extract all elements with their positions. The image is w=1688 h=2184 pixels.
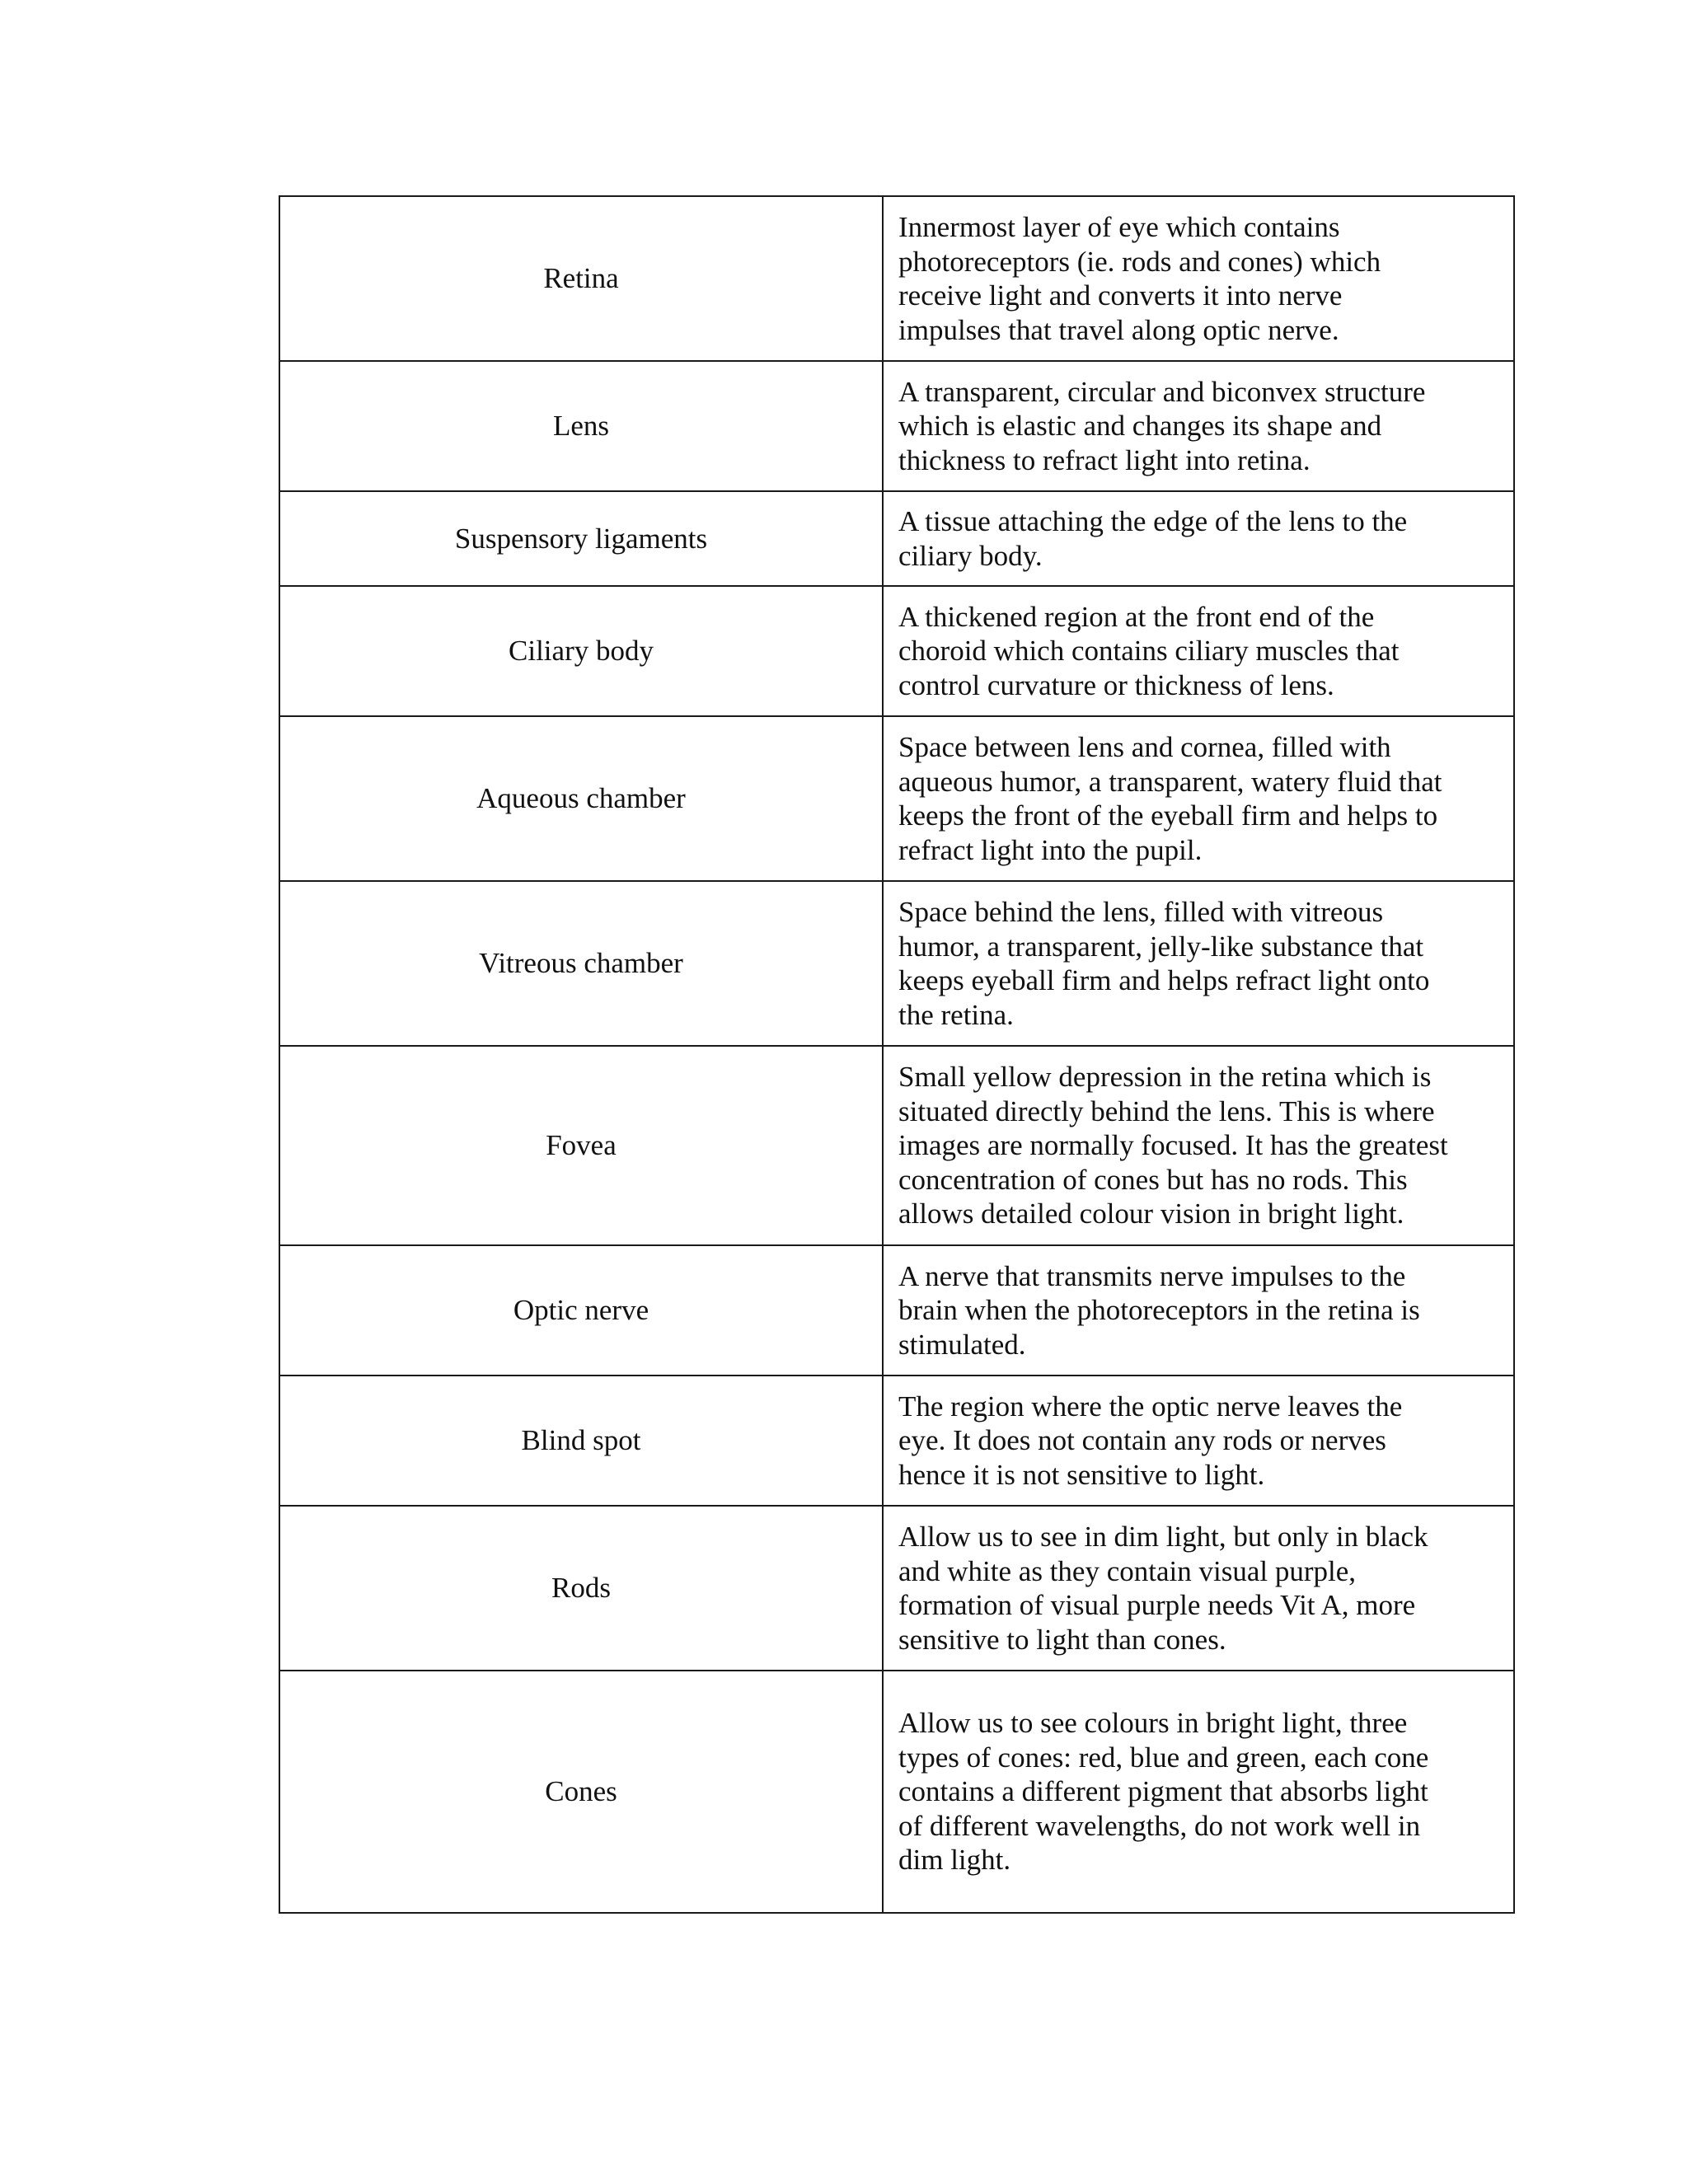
term-cell: Retina: [279, 196, 883, 361]
table-row: [279, 1376, 1514, 1506]
term-cell: Vitreous chamber: [279, 881, 883, 1046]
definition-line: formation of visual purple needs Vit A, more: [898, 1589, 1416, 1621]
definition-line: refract light into the pupil.: [898, 833, 1203, 866]
table-row: [279, 1506, 1514, 1671]
definition-line: situated directly behind the lens. This is where: [898, 1094, 1435, 1127]
definition-line: A nerve that transmits nerve impulses to the: [898, 1259, 1406, 1292]
term-cell: Cones: [279, 1671, 883, 1913]
term-cell: Aqueous chamber: [279, 716, 883, 881]
definition-line: Innermost layer of eye which contains: [898, 211, 1340, 243]
definition-line: allows detailed colour vision in bright light.: [898, 1197, 1404, 1230]
definition-cell: [883, 491, 1514, 586]
definition-line: photoreceptors (ie. rods and cones) which: [898, 245, 1381, 278]
definition-cell: [883, 1506, 1514, 1671]
definition-line: stimulated.: [898, 1328, 1026, 1361]
definition-cell: [883, 196, 1514, 361]
term-cell: Rods: [279, 1506, 883, 1671]
definition-line: of different wavelengths, do not work well in: [898, 1809, 1421, 1842]
definition-line: Space between lens and cornea, filled with: [898, 731, 1391, 763]
definition-cell: [883, 1376, 1514, 1506]
definition-line: aqueous humor, a transparent, watery fluid that: [898, 765, 1442, 798]
definition-line: sensitive to light than cones.: [898, 1623, 1226, 1656]
table-row: [279, 1046, 1514, 1245]
definition-line: thickness to refract light into retina.: [898, 443, 1311, 476]
definition-cell: [883, 586, 1514, 716]
definition-line: ciliary body.: [898, 539, 1043, 572]
term-cell: Lens: [279, 361, 883, 491]
definition-line: Small yellow depression in the retina which is: [898, 1061, 1432, 1094]
definition-line: brain when the photoreceptors in the retina is: [898, 1294, 1420, 1327]
term-cell: Blind spot: [279, 1376, 883, 1506]
definition-line: images are normally focused. It has the greatest: [898, 1129, 1448, 1162]
table-row: [279, 196, 1514, 361]
definition-line: choroid which contains ciliary muscles that: [898, 635, 1400, 668]
definition-cell: [883, 881, 1514, 1046]
definition-line: dim light.: [898, 1844, 1011, 1877]
definition-line: humor, a transparent, jelly-like substance that: [898, 930, 1424, 963]
definition-line: eye. It does not contain any rods or nerves: [898, 1424, 1386, 1457]
definition-line: receive light and converts it into nerve: [898, 279, 1343, 312]
definition-cell: [883, 1245, 1514, 1376]
term-cell: Suspensory ligaments: [279, 491, 883, 586]
definition-cell: [883, 361, 1514, 491]
term-cell: Ciliary body: [279, 586, 883, 716]
definition-line: The region where the optic nerve leaves the: [898, 1390, 1403, 1422]
definition-line: A thickened region at the front end of the: [898, 600, 1375, 633]
definition-line: the retina.: [898, 998, 1014, 1031]
table-row: [279, 361, 1514, 491]
definition-line: impulses that travel along optic nerve.: [898, 313, 1339, 346]
definition-line: and white as they contain visual purple,: [898, 1554, 1356, 1587]
table-row: [279, 491, 1514, 586]
definition-line: keeps eyeball firm and helps refract light onto: [898, 964, 1430, 996]
definition-cell: [883, 1046, 1514, 1245]
term-cell: Fovea: [279, 1046, 883, 1245]
table-row: [279, 1245, 1514, 1376]
table-row: [279, 586, 1514, 716]
table-row: [279, 716, 1514, 881]
definition-line: concentration of cones but has no rods. This: [898, 1163, 1408, 1196]
definition-line: control curvature or thickness of lens.: [898, 668, 1334, 701]
term-cell: Optic nerve: [279, 1245, 883, 1376]
definition-line: keeps the front of the eyeball firm and helps to: [898, 799, 1438, 832]
definition-line: Allow us to see in dim light, but only in black: [898, 1521, 1428, 1553]
definition-line: types of cones: red, blue and green, each cone: [898, 1741, 1429, 1774]
definition-line: which is elastic and changes its shape and: [898, 410, 1382, 443]
definition-cell: [883, 1671, 1514, 1913]
definition-cell: [883, 716, 1514, 881]
definition-line: contains a different pigment that absorbs light: [898, 1775, 1428, 1808]
definition-line: A transparent, circular and biconvex structure: [898, 375, 1426, 408]
table-row: [279, 1671, 1514, 1913]
table-row: [279, 881, 1514, 1046]
definition-line: Space behind the lens, filled with vitreous: [898, 896, 1384, 928]
definition-line: Allow us to see colours in bright light, three: [898, 1707, 1408, 1740]
eye-parts-table: [279, 195, 1515, 1914]
definition-line: A tissue attaching the edge of the lens to the: [898, 505, 1408, 537]
definition-line: hence it is not sensitive to light.: [898, 1458, 1265, 1491]
